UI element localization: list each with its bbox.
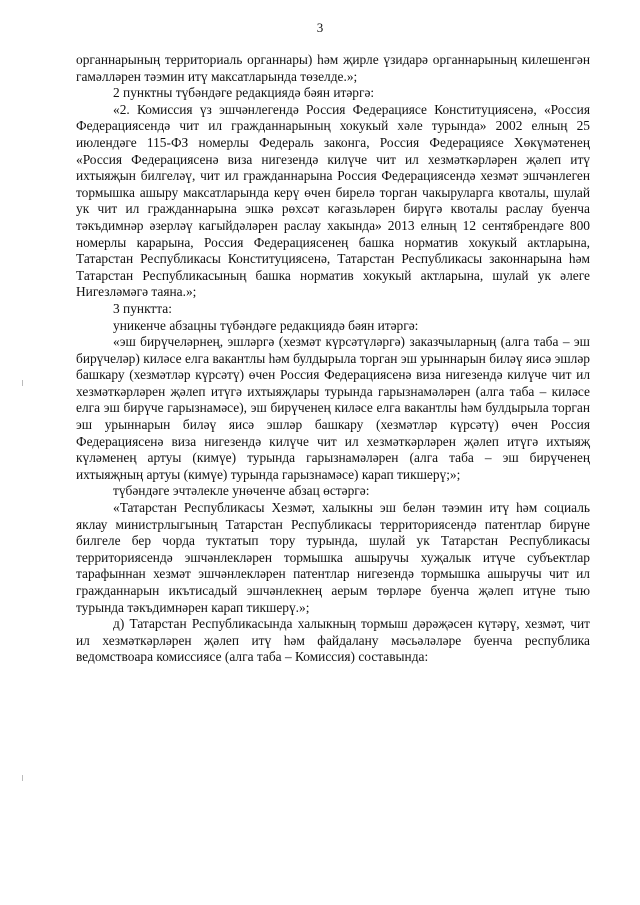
- paragraph: 3 пунктта:: [113, 300, 172, 316]
- paragraph: 2 пунктны түбәндәге редакциядә бәян итәргә:: [113, 85, 375, 101]
- margin-mark: [22, 775, 23, 781]
- paragraph: д) Татарстан Республикасында халыкның тормыш дәрәҗәсен күтәрү, хезмәт, чит ил хезмәткәрләрен җәлеп итү һәм файдалану мәсьәләләре буенча республика ведомствоара комиссиясе (алга таба – Комиссия) составында:: [76, 616, 590, 665]
- document-body: [76, 52, 590, 666]
- page-number: 3: [316, 20, 324, 35]
- paragraph: «эш бирүчеләрнең, эшләргә (хезмәт күрсәтүләргә) заказчыларның (алга таба – эш бирүчеләр) киләсе елга вакантлы һәм булдырыла торган эш урыннарын биләү яисә эшләр башкару (хезмәтләр күрсәтү) өчен Россия Федерациясенә виза нигезендә килүче чит ил хезмәткәрләрен җәлеп итүгә ихтыяҗлары турында гарызнамәләрен (алга таба – киләсе елга эш бирүче гарызнамәсе), эш бирүченең киләсе елга вакантлы һәм булдырыла торган эш урыннарын биләү яисә эшләр башкару (хезмәтләр күрсәтү) өчен Россия Федерациясенә виза нигезендә килүче чит ил хезмәткәрләрен җәлеп итүгә ихтыяҗ күләменең артуы (кимүе) турында гарызнамәләрен (алга таба – эш бирүченең ихтыяҗның артуы (кимүе) турында гарызнамәсе) карап тикшерү;»;: [76, 334, 590, 482]
- paragraph: «Татарстан Республикасы Хезмәт, халыкны эш белән тәэмин итү һәм социаль яклау министрлыгының Татарстан Республикасы территориясендә патентлар бирүне билгеле бер чорда туктатып тору турында, шулай ук Татарстан Республикасы территориясендә эшчәнлекләрен тормышка ашыручы хуҗалык итүче субъектлар тарафыннан хезмәт эшчәнлекләрен патентлар нигезендә тормышка ашыручы чит ил гражданнарын икътисадый эшчәнлекнең аерым төрләре буенча җәлеп итүне тыю турында тәкъдимнәрен карап тикшерү.»;: [76, 500, 590, 615]
- margin-mark: [22, 380, 23, 386]
- paragraph: түбәндәге эчтәлекле унөченче абзац өстәргә:: [113, 483, 370, 499]
- paragraph: органнарының территориаль органнары) һәм җирле үзидарә органнарының килешенгән гамәлләрен тәэмин итү максатларында төзелде.»;: [76, 52, 590, 84]
- paragraph: уникенче абзацны түбәндәге редакциядә бәян итәргә:: [113, 317, 419, 333]
- paragraph: «2. Комиссия үз эшчәнлегендә Россия Федерациясе Конституциясенә, «Россия Федерациясендә чит ил гражданнарының хокукый хәле турында» 2002 елның 25 июлендәге 115-ФЗ номерлы Федераль законга, Россия Федерациясе Хөкүмәтенең «Россия Федерациясенә виза нигезендә килүче чит ил хезмәткәрләрен җәлеп итү ихтыяҗын билгеләү, чит ил гражданнарына Россия Федерациясендә хезмәт эшчәнлеген тормышка ашыру максатларында керү өчен бирелә торган чакыруларга квоталы, шулай ук чит ил гражданнарына эшкә рөхсәт кәгазьләрен бирүгә квоталы раслау буенча тәкъдимнәр әзерләү кагыйдәләрен раслау хакында» 2013 елның 12 сентябрендәге 800 номерлы карарына, Россия Федерациясенең башка норматив хокукый актларына, Татарстан Республикасы Конституциясенә, Татарстан Республикасы законнарына һәм Татарстан Республикасының башка норматив хокукый актларына, шулай ук әлеге Нигезләмәгә таяна.»;: [76, 101, 590, 300]
